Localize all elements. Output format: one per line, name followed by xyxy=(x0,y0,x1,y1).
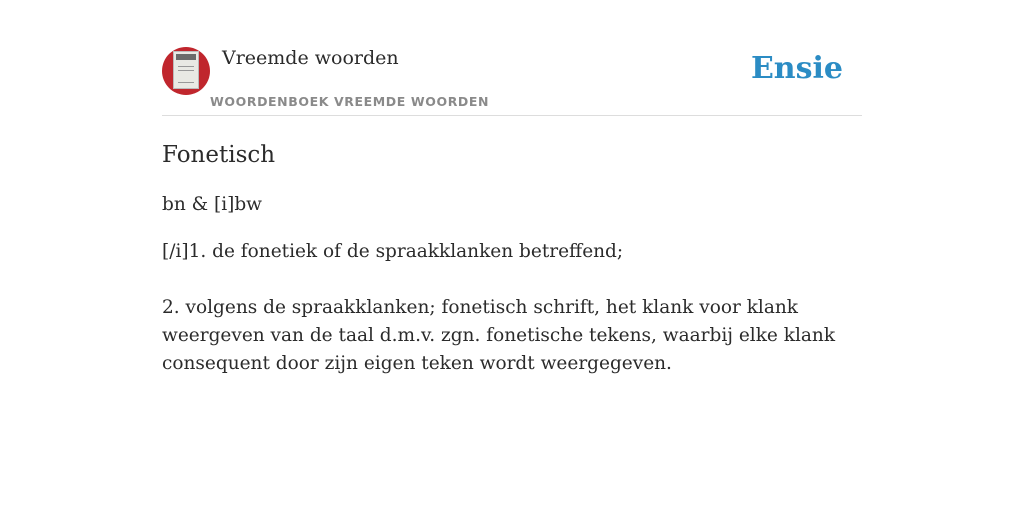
definition xyxy=(162,238,862,378)
book-cover-image xyxy=(173,51,199,89)
ensie-logo-link[interactable]: Ensie xyxy=(750,51,843,86)
book-subtitle: WOORDENBOEK VREEMDE WOORDEN xyxy=(210,94,490,109)
entry-content xyxy=(162,140,862,378)
entry-title: Fonetisch xyxy=(162,142,276,168)
definition-1: [/i]1. de fonetiek of de spraakklanken betreffend; xyxy=(162,241,624,262)
header xyxy=(162,44,862,116)
book-cover-avatar[interactable] xyxy=(162,47,210,95)
definition-2: 2. volgens de spraakklanken; fonetisch schrift, het klank voor klank weergeven van de taal d.m.v. zgn. fonetische tekens, waarbij elke klank consequent door zijn eigen teken wordt weergegeven. xyxy=(162,297,836,374)
book-title[interactable]: Vreemde woorden xyxy=(222,47,399,69)
part-of-speech: bn & [i]bw xyxy=(162,194,263,215)
